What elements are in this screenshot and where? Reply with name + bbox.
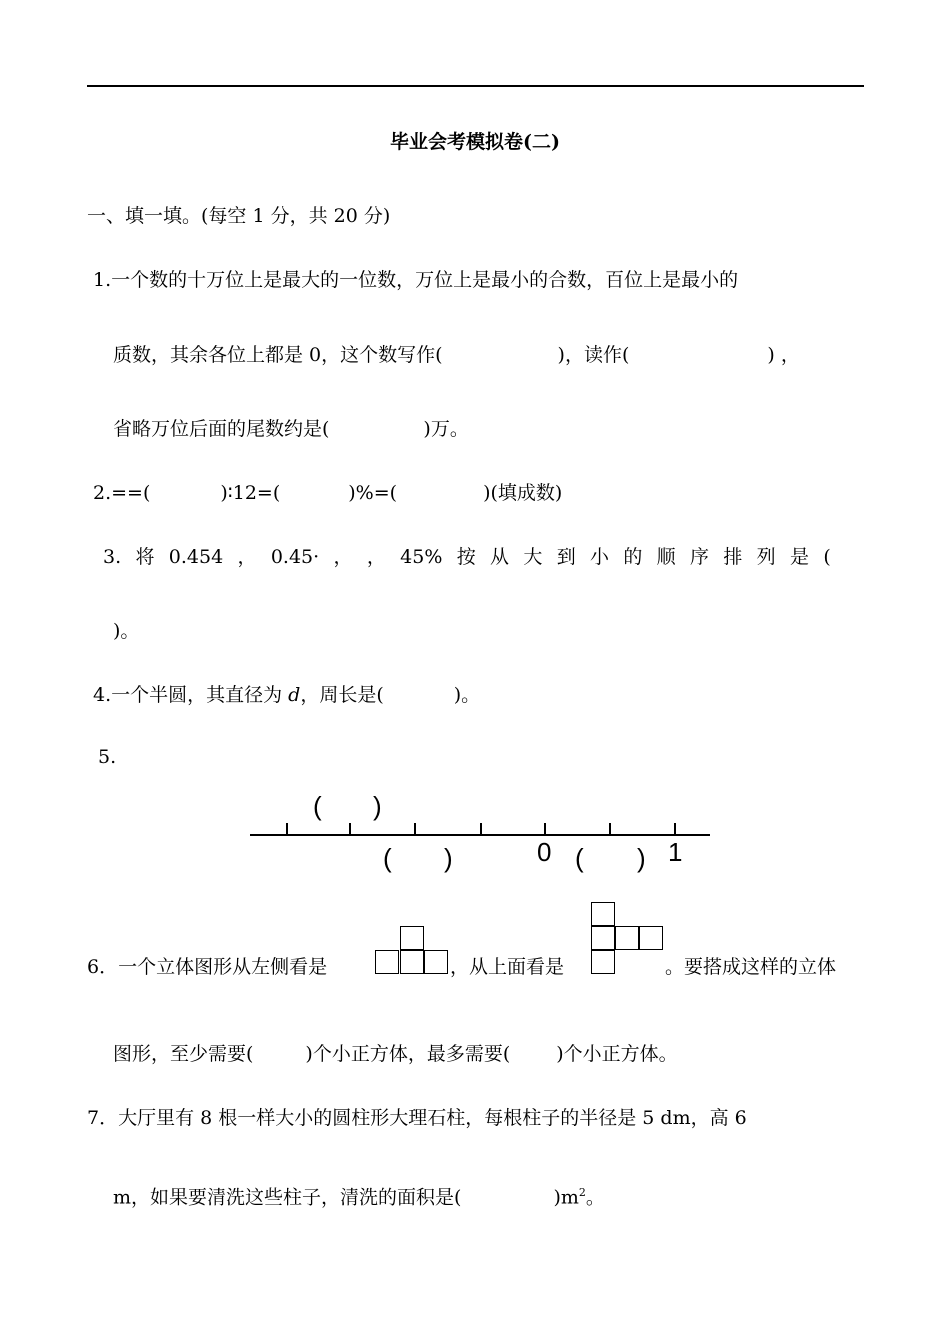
number-line-paren-close: ) bbox=[373, 791, 382, 821]
q4-text-b: ，周长是( bbox=[300, 684, 384, 706]
q3-token: 排 bbox=[723, 546, 743, 568]
q2-text-a: 2.==( bbox=[93, 482, 151, 504]
q3-token: 3. bbox=[103, 546, 122, 568]
q6-line2-text-b: )个小正方体，最多需要( bbox=[305, 1043, 511, 1065]
q3-token: 0.45· bbox=[270, 546, 320, 568]
q2-line bbox=[93, 481, 562, 505]
left-view-cell bbox=[375, 950, 399, 974]
q4-variable-d: d bbox=[288, 684, 301, 706]
q3-token: 序 bbox=[690, 546, 710, 568]
q3-token: 的 bbox=[623, 546, 643, 568]
q2-text-d: )(填成数) bbox=[483, 482, 563, 504]
q3-token: 到 bbox=[556, 546, 576, 568]
q3-token: 按 bbox=[456, 546, 476, 568]
number-line-paren-close: ) bbox=[444, 843, 453, 873]
q1-line2-text-b: )，读作( bbox=[557, 344, 630, 366]
q3-token: ， bbox=[366, 546, 386, 568]
q6-text-b: ，从上面看是 bbox=[450, 956, 565, 978]
q3-token: ， bbox=[237, 546, 257, 568]
q3-token: 小 bbox=[590, 546, 610, 568]
q3-token: 是 bbox=[789, 546, 809, 568]
number-line-zero: 0 bbox=[537, 837, 552, 867]
q7-line2-text-b: )m bbox=[553, 1186, 579, 1209]
top-view-cell bbox=[615, 926, 639, 950]
q7-line2 bbox=[113, 1181, 605, 1209]
number-line-one: 1 bbox=[668, 837, 683, 867]
q4-text-a: 4.一个半圆，其直径为 bbox=[93, 684, 289, 706]
q7-line1: 7．大厅里有 8 根一样大小的圆柱形大理石柱，每根柱子的半径是 5 dm，高 6 bbox=[87, 1107, 747, 1129]
q6-text-c: 。要搭成这样的立体 bbox=[665, 956, 837, 978]
q7-unit-superscript: 2 bbox=[578, 1186, 586, 1199]
q5-label: 5. bbox=[98, 746, 117, 768]
top-view-cell bbox=[591, 902, 615, 926]
q1-line2-text-a: 质数，其余各位上都是 0，这个数写作( bbox=[113, 344, 443, 366]
q6-line2-text-a: 图形，至少需要( bbox=[113, 1043, 254, 1065]
q7-line2-text-a: m，如果要清洗这些柱子，清洗的面积是( bbox=[113, 1186, 462, 1209]
left-view-figure bbox=[375, 926, 449, 974]
number-line-paren-close: ) bbox=[637, 843, 646, 873]
number-line bbox=[245, 785, 715, 875]
section-heading: 一、填一填。(每空 1 分，共 20 分) bbox=[87, 205, 391, 227]
q6-line2-text-c: )个小正方体。 bbox=[556, 1043, 678, 1065]
left-view-cell bbox=[424, 950, 448, 974]
top-view-cell bbox=[591, 950, 615, 974]
number-line-paren-open: ( bbox=[383, 843, 392, 873]
q3-token: 从 bbox=[490, 546, 510, 568]
number-line-paren-open: ( bbox=[575, 843, 584, 873]
left-view-cell bbox=[400, 950, 424, 974]
q1-line3-text-b: )万。 bbox=[423, 418, 469, 440]
q1-line3 bbox=[113, 417, 469, 441]
q1-line3-text-a: 省略万位后面的尾数约是( bbox=[113, 418, 330, 440]
q3-token: ， bbox=[333, 546, 353, 568]
page-title: 毕业会考模拟卷(二) bbox=[390, 131, 560, 153]
q7-line2-text-c: 。 bbox=[585, 1186, 605, 1209]
q3-token: 大 bbox=[523, 546, 543, 568]
header-rule bbox=[87, 85, 864, 87]
q6-line2 bbox=[113, 1042, 678, 1066]
top-view-cell bbox=[639, 926, 663, 950]
top-view-cell bbox=[591, 926, 615, 950]
q3-token: 顺 bbox=[656, 546, 676, 568]
left-view-cell bbox=[400, 926, 424, 950]
q3-line1 bbox=[103, 545, 831, 569]
q3-token: 将 bbox=[135, 546, 155, 568]
top-view-figure bbox=[591, 902, 665, 974]
q3-token: 列 bbox=[756, 546, 776, 568]
q2-text-b: )∶12=( bbox=[220, 482, 281, 504]
q4-line bbox=[93, 683, 480, 707]
q4-text-c: )。 bbox=[453, 684, 481, 706]
q3-token: 0.454 bbox=[168, 546, 224, 568]
q2-text-c: )%=( bbox=[348, 482, 398, 504]
q1-line2-text-c: ) ， bbox=[767, 344, 800, 366]
q3-token: ( bbox=[823, 546, 831, 568]
q3-line2: )。 bbox=[113, 620, 140, 642]
q1-line2 bbox=[113, 343, 800, 367]
q6-text-a: 6．一个立体图形从左侧看是 bbox=[87, 956, 328, 978]
q1-line1: 1.一个数的十万位上是最大的一位数，万位上是最小的合数，百位上是最小的 bbox=[93, 269, 739, 291]
q3-token: 45% bbox=[400, 546, 443, 568]
number-line-paren-open: ( bbox=[313, 791, 322, 821]
